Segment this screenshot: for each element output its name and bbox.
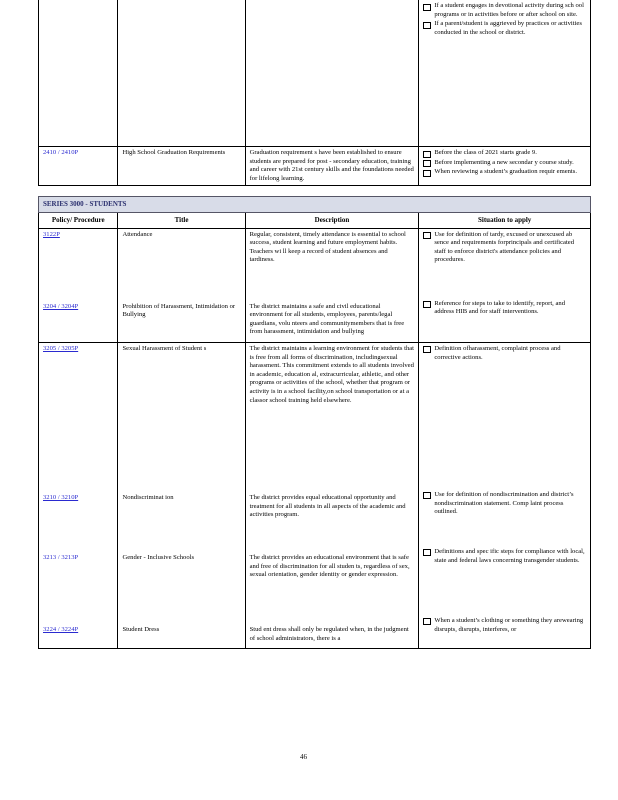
page-number: 46: [300, 753, 307, 761]
situation-bullet: Before the class of 2021 starts grade 9.: [423, 149, 586, 158]
header-title: Title: [118, 212, 245, 228]
series-table: [38, 196, 591, 649]
document-page: [38, 0, 591, 649]
policy-cell: [39, 0, 118, 147]
policy-cell: [39, 147, 118, 186]
checkbox-icon: [423, 346, 431, 353]
situation-cell: [419, 342, 591, 648]
table-row: [39, 342, 591, 648]
policy-cell: [39, 342, 118, 648]
checkbox-icon: [423, 232, 431, 239]
policy-number: 2410 / 2410P: [43, 149, 79, 156]
checkbox-icon: [423, 492, 431, 499]
description-cell: Graduation requirement s have been established to ensure students are prepared for post - secondary education, training and career with 21st century skills and the foundations needed for lifelong learning.: [245, 147, 419, 186]
situation-bullet: Before implementing a new secondar y course study.: [423, 159, 586, 168]
checkbox-icon: [423, 170, 431, 177]
policy-link[interactable]: 3205 / 3205P: [43, 344, 79, 352]
description-cell: [245, 0, 419, 147]
situation-bullet: If a student engages in devotional activity during sch ool programs or in activities before or after school on site.: [423, 2, 586, 19]
continuation-table: [38, 0, 591, 186]
situation-cell: [419, 147, 591, 186]
policy-number: 3213 / 3213P: [43, 553, 79, 561]
checkbox-icon: [423, 618, 431, 625]
situation-bullet: When reviewing a student’s graduation requir ements.: [423, 168, 586, 177]
description-cell: Regular, consistent, timely attendance is essential to school success, student learning and future employment habits. Teachers wi ll keep a record of student absences and tardiness. The district maintains a safe and civil educational environment for all students, employees, parents/legal guardians, volu nteers and communitymembers that is free from harassment, intimidation and bullying: [245, 228, 419, 342]
checkbox-icon: [423, 160, 431, 167]
series-title: SERIES 3000 - STUDENTS: [39, 197, 591, 213]
checkbox-icon: [423, 301, 431, 308]
header-policy: Policy/ Procedure: [39, 212, 118, 228]
situation-bullet: Use for definition of nondiscrimination and district’s nondiscrimination statement. Comp laint process outlined.: [423, 491, 586, 517]
title-cell: High School Graduation Requirements: [118, 147, 245, 186]
situation-bullet: Reference for steps to take to identify, report, and address HIB and for staff interventions.: [423, 300, 586, 317]
policy-link[interactable]: 3122P: [43, 230, 60, 238]
situation-bullet: If a parent/student is aggrieved by practices or activities conducted in the school or district.: [423, 20, 586, 37]
title-cell: Sexual Harassment of Student s Nondiscriminat ion Gender - Inclusive Schools Student Dress: [118, 342, 245, 648]
policy-link[interactable]: 3224 / 3224P: [43, 625, 79, 633]
table-row: [39, 228, 591, 342]
table-row: [39, 0, 591, 147]
situation-bullet: Use for definition of tardy, excused or unexcused ab sence and requirements forprincipals and certificated staff to enforce district's attendance policies and procedures.: [423, 231, 586, 265]
policy-cell: [39, 228, 118, 342]
situation-bullet: When a student’s clothing or something they arewearing disrupts, disrupts, interferes, or: [423, 617, 586, 634]
situation-cell: [419, 228, 591, 342]
situation-bullet: Definition ofharassment, complaint process and corrective actions.: [423, 345, 586, 362]
policy-link[interactable]: 3204 / 3204P: [43, 302, 79, 310]
title-cell: Attendance Prohibition of Harassment, Intimidation or Bullying: [118, 228, 245, 342]
situation-bullet: Definitions and spec ific steps for compliance with local, state and federal laws concerning transgender students.: [423, 548, 586, 565]
checkbox-icon: [423, 22, 431, 29]
header-situation: Situation to apply: [419, 212, 591, 228]
policy-link[interactable]: 3210 / 3210P: [43, 493, 79, 501]
checkbox-icon: [423, 4, 431, 11]
table-row: [39, 147, 591, 186]
checkbox-icon: [423, 549, 431, 556]
description-cell: The district maintains a learning environment for students that is free from all forms of discrimination, includingsexual harassment. This commitment extends to all students involved in academic, education al, extracurricular, athletic, and other programs or activities of the school, whether that program or activity is in a school facility,on school transportation or at a classor school training held elsewhere. The district provides equal educational opportunity and treatment for all students in all aspects of the academic and activities program. The district provides an educational environment that is safe and free of discrimination for all studen ts, regardless of sex, sexual orientation, gender identity or gender expression. Stud ent dress shall only be regulated when, in the judgment of school administrators, there is a: [245, 342, 419, 648]
title-cell: [118, 0, 245, 147]
situation-cell: [419, 0, 591, 147]
column-header-row: [39, 212, 591, 228]
series-header-row: [39, 197, 591, 213]
header-description: Description: [245, 212, 419, 228]
checkbox-icon: [423, 151, 431, 158]
